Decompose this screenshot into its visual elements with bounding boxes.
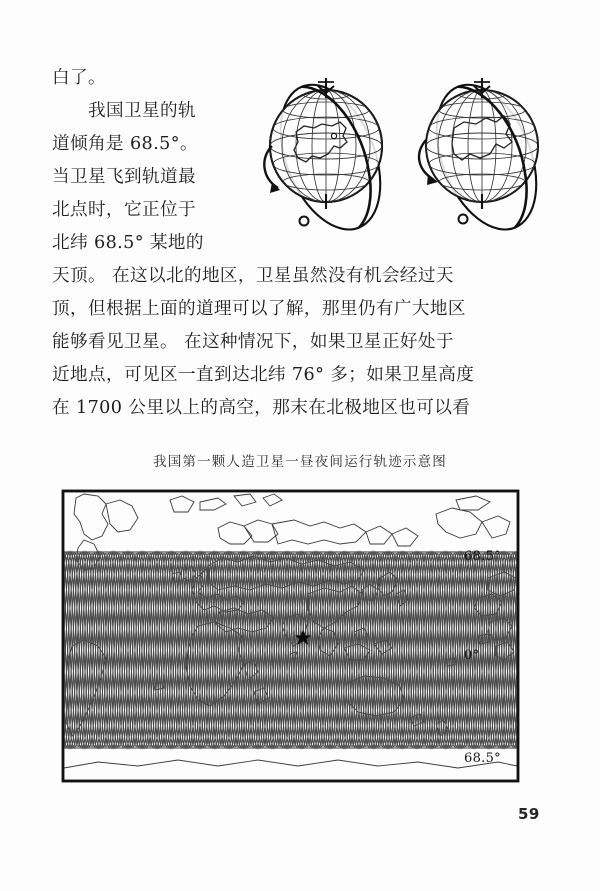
text-line: 北纬 68.5° 某地的 <box>52 233 204 253</box>
ground-track-map <box>58 486 558 786</box>
map-svg <box>58 486 558 786</box>
text-line: 天顶。 在这以北的地区，卫星虽然没有机会经过天 <box>52 266 454 286</box>
text-line: 我国卫星的轨 <box>52 101 196 121</box>
text-line: 近地点，可见区一直到达北纬 76° 多；如果卫星高度 <box>52 365 475 385</box>
text-line: 顶，但根据上面的道理可以了解，那里仍有广大地区 <box>52 299 466 319</box>
lat-label-north: 68.5° <box>464 549 501 564</box>
globe-right-figure <box>400 66 570 266</box>
globe-illustrations <box>248 66 578 266</box>
page-number: 59 <box>518 805 540 823</box>
text-line: 白了。 <box>52 68 106 88</box>
lat-label-equator: 0° <box>464 648 480 663</box>
text-line: 在 1700 公里以上的高空，那末在北极地区也可以看 <box>52 398 471 418</box>
satellite-marker <box>300 217 309 226</box>
globe-left-figure <box>248 66 408 266</box>
text-line: 北点时，它正位于 <box>52 200 196 220</box>
text-line: 道倾角是 68.5°。 <box>52 134 198 154</box>
text-line: 当卫星飞到轨道最 <box>52 167 196 187</box>
figure-caption: 我国第一颗人造卫星一昼夜间运行轨迹示意图 <box>153 454 447 470</box>
lat-label-south: 68.5° <box>464 751 501 766</box>
satellite-marker-2 <box>459 215 468 224</box>
text-line: 能够看见卫星。 在这种情况下，如果卫星正好处于 <box>52 332 454 352</box>
